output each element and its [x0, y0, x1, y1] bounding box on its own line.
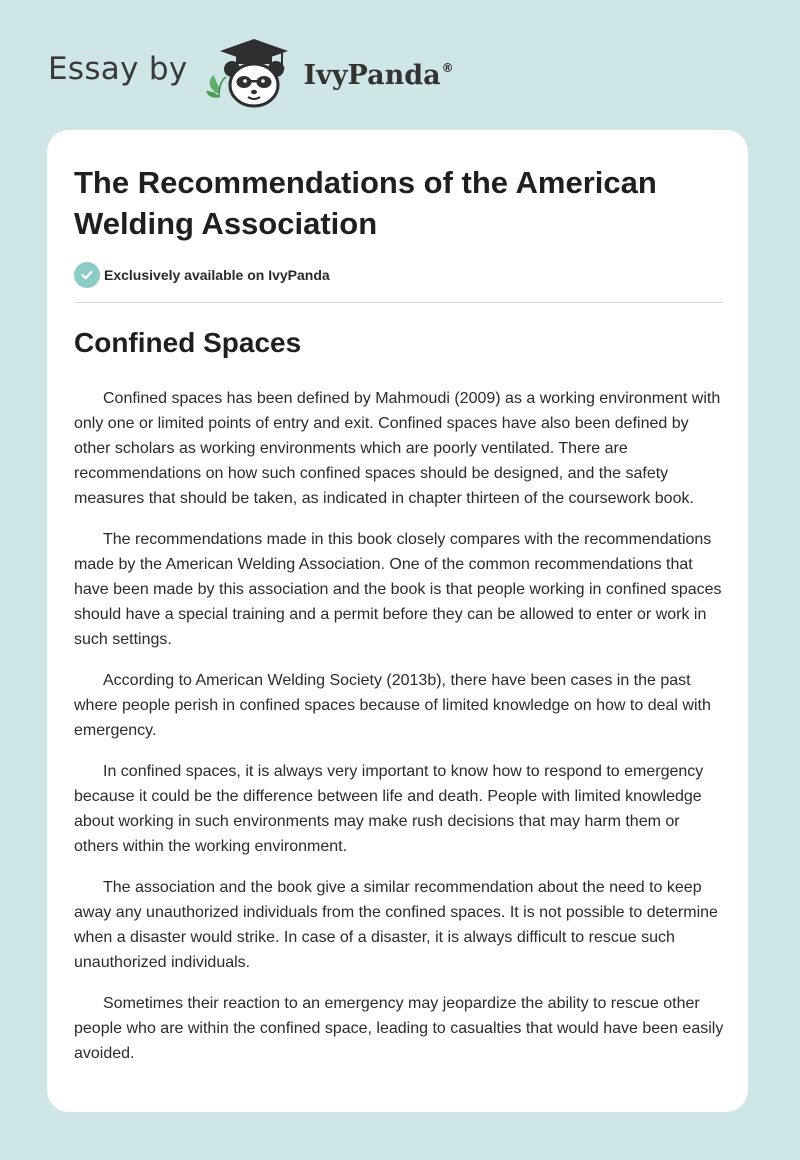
registered-mark: ®	[441, 60, 454, 75]
divider	[74, 302, 723, 303]
panda-graduation-cap-icon	[202, 37, 298, 109]
exclusive-label: Exclusively available on IvyPanda	[104, 267, 330, 283]
paragraph: The recommendations made in this book closely compares with the recommendations made by the American Welding Association. One of the common recommendations that have been made by this association and the book is that people working in confined spaces should have a special training and a permit before they can be allowed to enter or work in such settings.	[74, 531, 722, 648]
ivy-leaf-icon	[206, 75, 226, 98]
essay-by-label: Essay by	[48, 51, 188, 87]
paragraph: Confined spaces has been defined by Mahmoudi (2009) as a working environment with only one or limited points of entry and exit. Confined spaces have also been defined by other scholars as working environments which are poorly ventilated. There are recommendations on how such confined spaces should be designed, and the safety measures that should be taken, as indicated in chapter thirteen of the coursework book.	[74, 390, 721, 507]
paragraph: Sometimes their reaction to an emergency may jeopardize the ability to rescue other people who are within the confined space, leading to casualties that would have been easily avoided.	[74, 995, 724, 1062]
brand-name: IvyPanda®	[303, 59, 454, 91]
paragraph: According to American Welding Society (2013b), there have been cases in the past where people perish in confined spaces because of limited knowledge on how to deal with emergency.	[74, 672, 711, 739]
article-card	[47, 130, 748, 1112]
paragraph: In confined spaces, it is always very important to know how to respond to emergency because it could be the difference between life and death. People with limited knowledge about working in such environments may make rush decisions that may harm them or others within the working environment.	[74, 763, 704, 855]
exclusive-badge	[74, 262, 330, 288]
paragraph: The association and the book give a similar recommendation about the need to keep away any unauthorized individuals from the confined spaces. It is not possible to determine when a disaster would strike. In case of a disaster, it is always difficult to rescue such unauthorized individuals.	[74, 879, 718, 971]
brand-header[interactable]	[48, 36, 454, 110]
check-circle-icon	[74, 262, 100, 288]
article-body	[74, 386, 724, 1082]
section-heading: Confined Spaces	[74, 327, 302, 358]
page-title: The Recommendations of the American Welding Association	[74, 165, 657, 241]
